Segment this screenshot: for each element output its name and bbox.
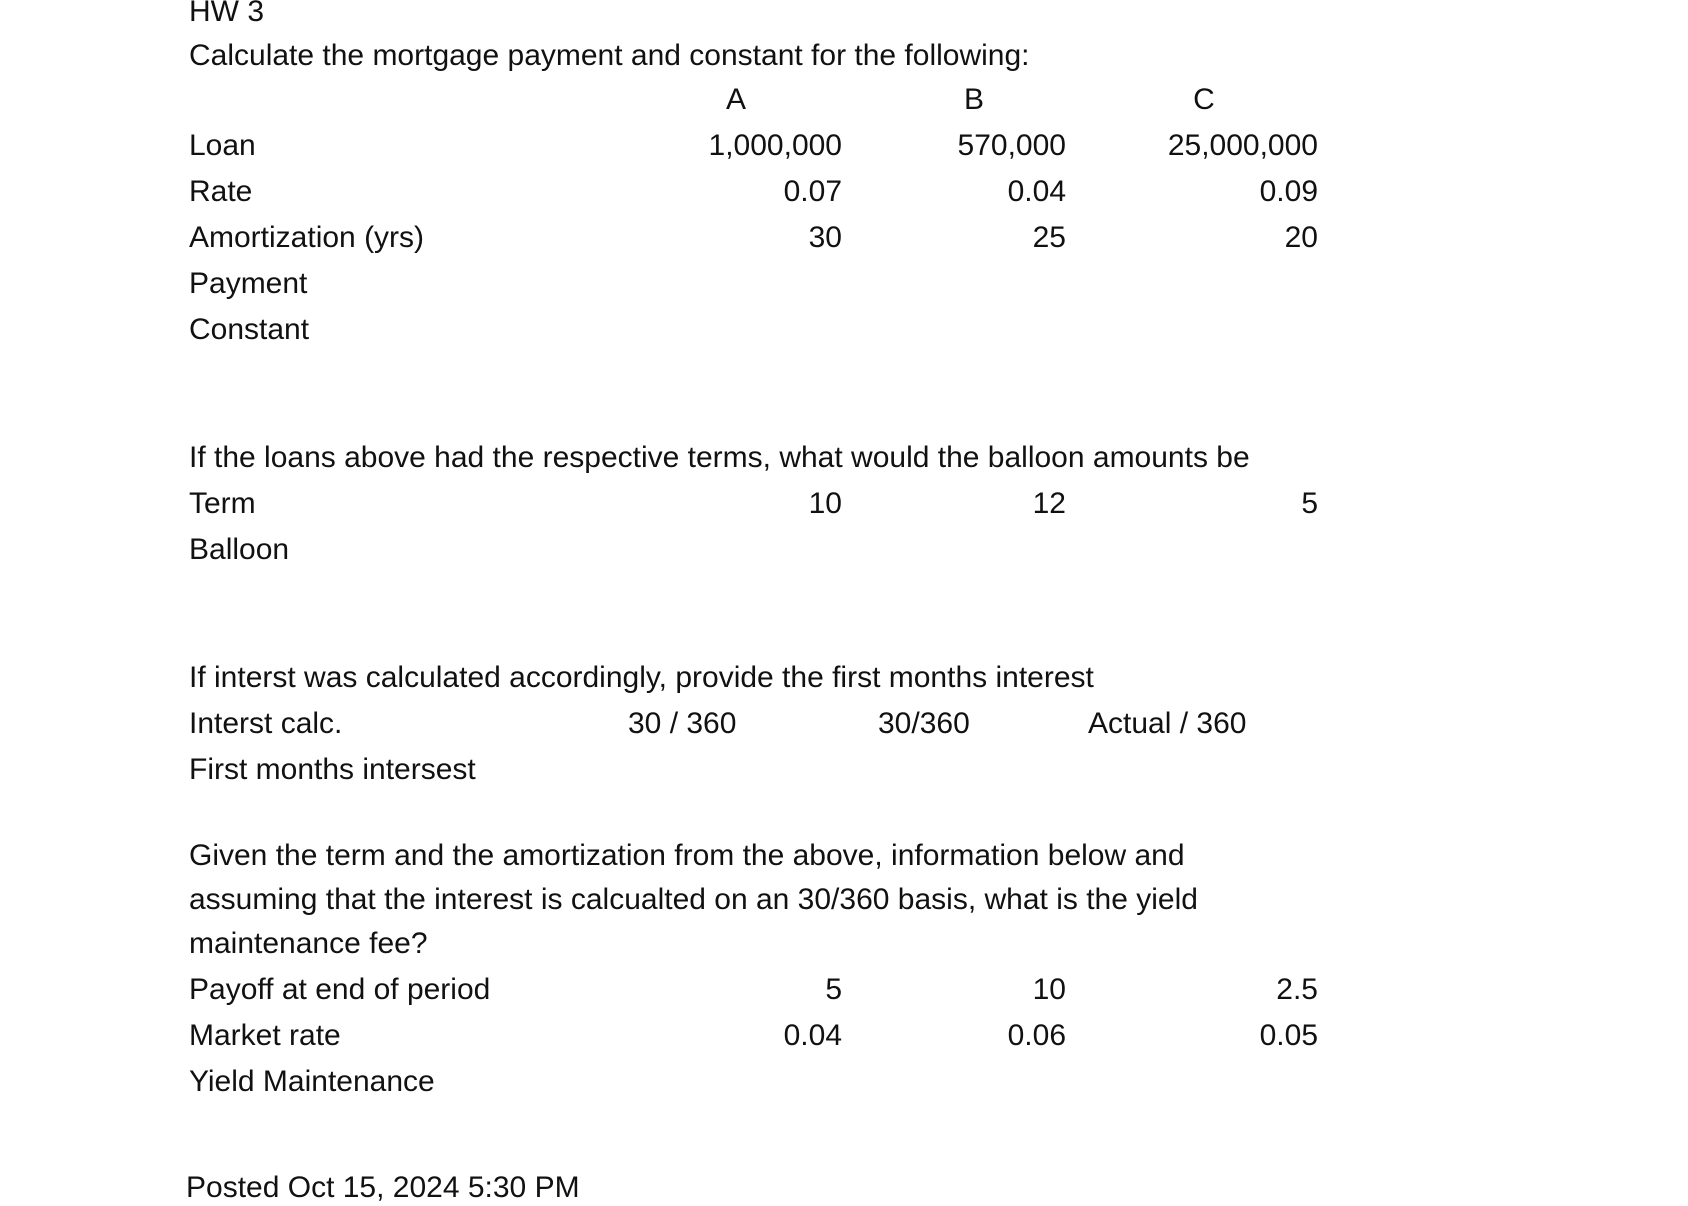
row-label-payment: Payment xyxy=(189,267,308,300)
rate-value-b: 0.04 xyxy=(1007,175,1066,208)
footer-posted-text: Posted Oct 15, 2024 5:30 PM xyxy=(186,1171,580,1204)
document-title: HW 3 xyxy=(189,0,264,28)
rate-value-a: 0.07 xyxy=(783,175,842,208)
amortization-value-a: 30 xyxy=(808,221,842,254)
term-value-a: 10 xyxy=(808,487,842,520)
row-label-rate: Rate xyxy=(189,175,253,208)
interest-calc-c: Actual / 360 xyxy=(1088,707,1247,740)
payoff-value-b: 10 xyxy=(1032,973,1066,1006)
payoff-value-c: 2.5 xyxy=(1276,973,1318,1006)
column-header-c: C xyxy=(1193,83,1215,116)
amortization-value-b: 25 xyxy=(1032,221,1066,254)
interest-calc-b: 30/360 xyxy=(878,707,970,740)
term-value-c: 5 xyxy=(1301,487,1318,520)
loan-value-c: 25,000,000 xyxy=(1167,129,1318,162)
row-label-first-months-interest: First months intersest xyxy=(189,753,476,786)
loan-value-b: 570,000 xyxy=(957,129,1066,162)
row-label-interest-calc: Interst calc. xyxy=(189,707,343,740)
interest-question: If interst was calculated accordingly, provide the first months interest xyxy=(189,661,1094,694)
row-label-loan: Loan xyxy=(189,129,256,162)
row-label-market-rate: Market rate xyxy=(189,1019,341,1052)
column-header-a: A xyxy=(725,83,746,116)
market-rate-value-b: 0.06 xyxy=(1007,1019,1066,1052)
row-label-term: Term xyxy=(189,487,256,520)
column-header-b: B xyxy=(963,83,984,116)
instruction-text: Calculate the mortgage payment and constant for the following: xyxy=(189,39,1030,72)
yield-question-line-2: assuming that the interest is calcualted on an 30/360 basis, what is the yield xyxy=(189,883,1198,916)
market-rate-value-c: 0.05 xyxy=(1259,1019,1318,1052)
row-label-amortization: Amortization (yrs) xyxy=(189,221,425,254)
interest-calc-a: 30 / 360 xyxy=(628,707,737,740)
payoff-value-a: 5 xyxy=(825,973,842,1006)
market-rate-value-a: 0.04 xyxy=(783,1019,842,1052)
row-label-constant: Constant xyxy=(189,313,310,346)
row-label-yield-maintenance: Yield Maintenance xyxy=(189,1065,435,1098)
yield-question-line-1: Given the term and the amortization from the above, information below and xyxy=(189,839,1185,872)
balloon-question: If the loans above had the respective terms, what would the balloon amounts be xyxy=(189,441,1250,474)
yield-question-line-3: maintenance fee? xyxy=(189,927,428,960)
rate-value-c: 0.09 xyxy=(1259,175,1318,208)
term-value-b: 12 xyxy=(1032,487,1066,520)
row-label-balloon: Balloon xyxy=(189,533,290,566)
row-label-payoff: Payoff at end of period xyxy=(189,973,491,1006)
loan-value-a: 1,000,000 xyxy=(708,129,842,162)
amortization-value-c: 20 xyxy=(1284,221,1318,254)
